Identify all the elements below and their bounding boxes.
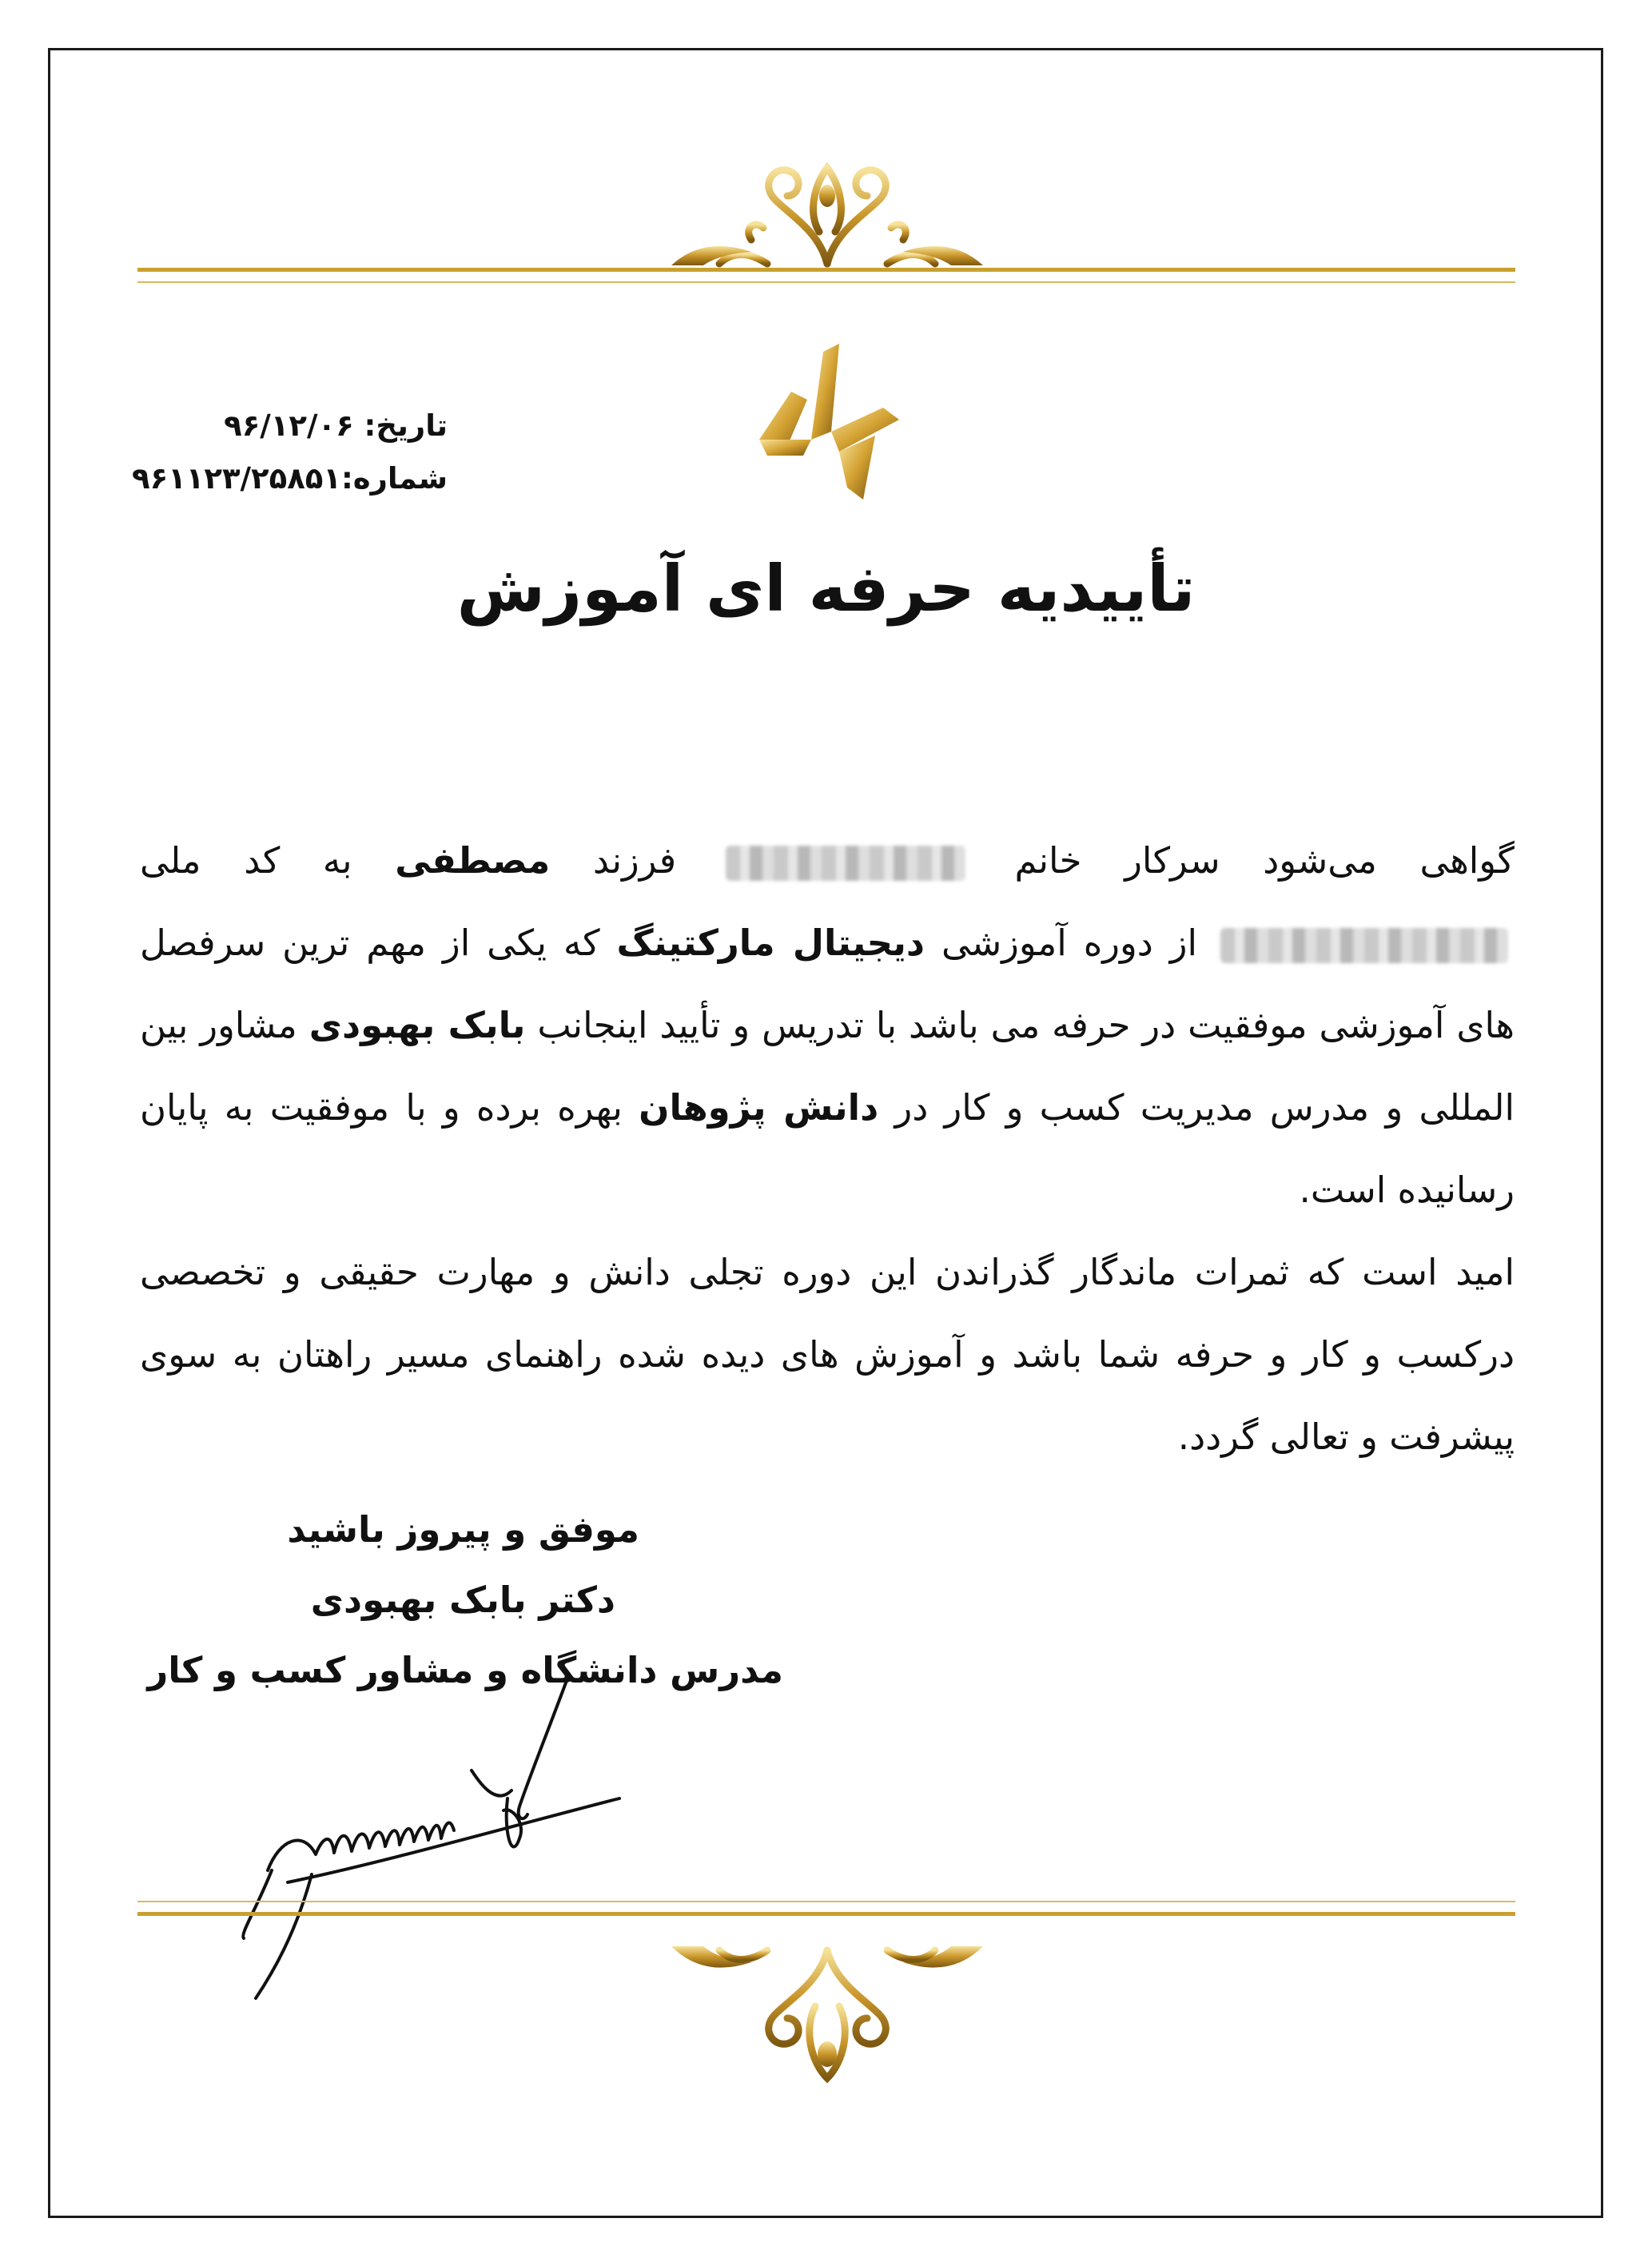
father-name: مصطفی [395, 839, 551, 882]
top-divider-thick [137, 268, 1515, 272]
instructor-name: بابک بهبودی [309, 1004, 526, 1046]
course-name: دیجیتال مارکتینگ [616, 922, 925, 964]
date-value: ۹۶/۱۲/۰۶ [224, 408, 354, 443]
institute-logo-emblem [743, 344, 911, 504]
number-label: شماره: [340, 461, 448, 496]
text-segment: بهره برده و با موفقیت به پایان رسانیده است. [140, 1086, 1515, 1211]
text-segment: فرزند [592, 839, 677, 882]
document-meta [112, 400, 448, 505]
signatory-title: مدرس دانشگاه و مشاور کسب و کار [147, 1649, 783, 1691]
certificate-body [140, 819, 1515, 1478]
document-title: تأییدیه حرفه ای آموزش [456, 552, 1196, 626]
institute-name: دانش پژوهان [639, 1086, 879, 1129]
paragraph-1 [140, 819, 1515, 1231]
date-line [112, 400, 448, 452]
top-divider-thin [137, 281, 1515, 283]
text-segment: مشاور بین المللی و مدرس مدیریت کسب و کار در [140, 1004, 1515, 1129]
paragraph-2: امید است که ثمرات ماندگار گذراندن این دوره تجلی دانش و مهارت حقیقی و تخصصی درکسب و کار و حرفه شما باشد و آموزش های دیده شده راهنمای مسیر راهتان به سوی پیشرفت و تعالی گردد. [140, 1251, 1515, 1458]
bottom-divider-thick [137, 1912, 1515, 1916]
top-ornament [655, 152, 999, 272]
text-segment: که یکی از مهم ترین سرفصل های آموزشی موفقیت در حرفه می باشد با تدریس و تأیید اینجانب [140, 922, 1515, 1046]
redacted-name [726, 846, 965, 881]
closing-wish: موفق و پیروز باشید [287, 1508, 639, 1551]
number-value: ۹۶۱۱۲۳/۲۵۸۵۱ [132, 461, 341, 496]
bottom-divider-thin [137, 1901, 1515, 1902]
signatory-name: دکتر بابک بهبودی [310, 1579, 615, 1621]
date-label: تاریخ: [364, 408, 448, 443]
number-line [112, 452, 448, 505]
text-segment: به کد ملی [140, 839, 352, 882]
handwritten-signature [240, 1671, 655, 2006]
text-segment: گواهی می‌شود سرکار خانم [1014, 839, 1515, 882]
redacted-national-id [1220, 928, 1508, 963]
text-segment: از دوره آموزشی [941, 922, 1198, 964]
bottom-ornament [655, 1934, 999, 2086]
